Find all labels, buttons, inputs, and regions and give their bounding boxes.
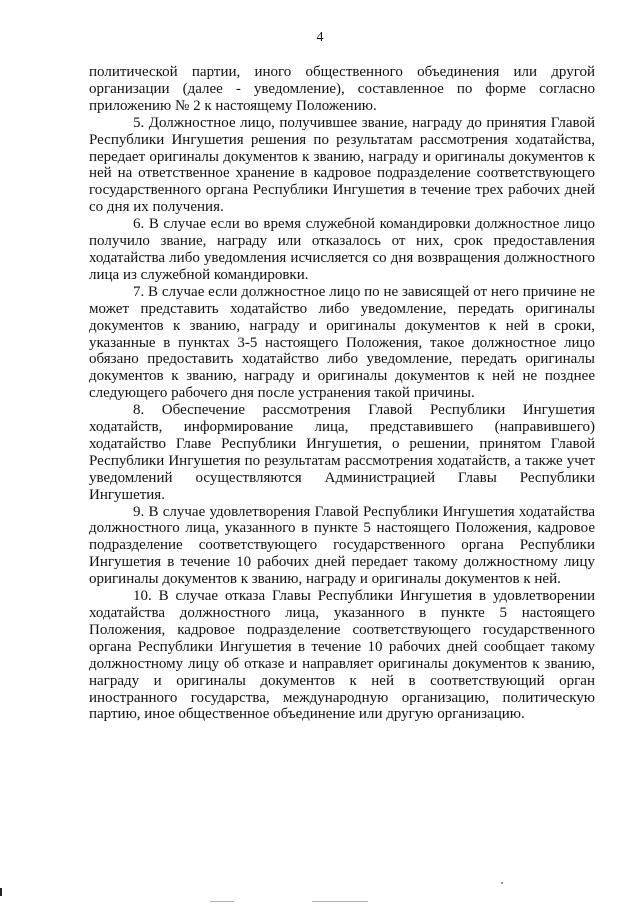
scan-artifact-left	[0, 888, 2, 896]
paragraph-item-7: 7. В случае если должностное лицо по не зависящей от него причине не может представить ходатайство либо уведомление, передать оригиналы документов к званию, награду и оригиналы документов к ней в сроки, указанные в пунктах 3-5 настоящего Положения, такое должностное лицо обязано предоставить ходатайство либо уведомление, передать оригиналы документов к званию, награду и оригиналы документов к ней не позднее следующего рабочего дня после устранения такой причины.	[89, 283, 595, 402]
scan-artifact-bottom-1	[210, 901, 234, 902]
paragraph-item-9: 9. В случае удовлетворения Главой Республики Ингушетия ходатайства должностного лица, указанного в пункте 5 настоящего Положения, кадровое подразделение соответствующего государственного органа Республики Ингушетия в течение 10 рабочих дней передает такому должностному лицу оригиналы документов к званию, награду и оригиналы документов к ней.	[89, 503, 595, 588]
scan-artifact-bottom-2	[312, 901, 368, 902]
paragraph-item-8: 8. Обеспечение рассмотрения Главой Республики Ингушетия ходатайств, информирование лица, представившего (направившего) ходатайство Главе Республики Ингушетия, о решении, принятом Главой Республики Ингушетия по результатам рассмотрения ходатайств, а также учет уведомлений осуществляются Администрацией Главы Республики Ингушетия.	[89, 402, 595, 503]
paragraph-item-6: 6. В случае если во время служебной командировки должностное лицо получило звание, награду или отказалось от них, срок предоставления ходатайства либо уведомления исчисляется со дня возвращения должностного лица из служебной командировки.	[89, 216, 595, 283]
page-number: 4	[316, 30, 324, 45]
paragraph-item-10: 10. В случае отказа Главы Республики Ингушетия в удовлетворении ходатайства должностного лица, указанного в пункте 5 настоящего Положения, кадровое подразделение соответствующего государственного органа Республики Ингушетия в течение 10 рабочих дней сообщает такому должностному лицу об отказе и направляет оригиналы документов к званию, награду и оригиналы документов к ней в соответствующий орган иностранного государства, международную организацию, политическую партию, иное общественное объединение или другую организацию.	[89, 588, 595, 723]
paragraph-item-5: 5. Должностное лицо, получившее звание, награду до принятия Главой Республики Ингушетия решения по результатам рассмотрения ходатайства, передает оригиналы документов к званию, награду и оригиналы документов к ней на ответственное хранение в кадровое подразделение соответствующего государственного органа Республики Ингушетия в течение трех рабочих дней со дня их получения.	[89, 114, 595, 216]
document-body	[89, 64, 595, 723]
scan-artifact-dot	[501, 882, 503, 884]
paragraph-continuation: политической партии, иного общественного объединения или другой организации (далее - уведомление), составленное по форме согласно приложению № 2 к настоящему Положению.	[89, 64, 595, 114]
